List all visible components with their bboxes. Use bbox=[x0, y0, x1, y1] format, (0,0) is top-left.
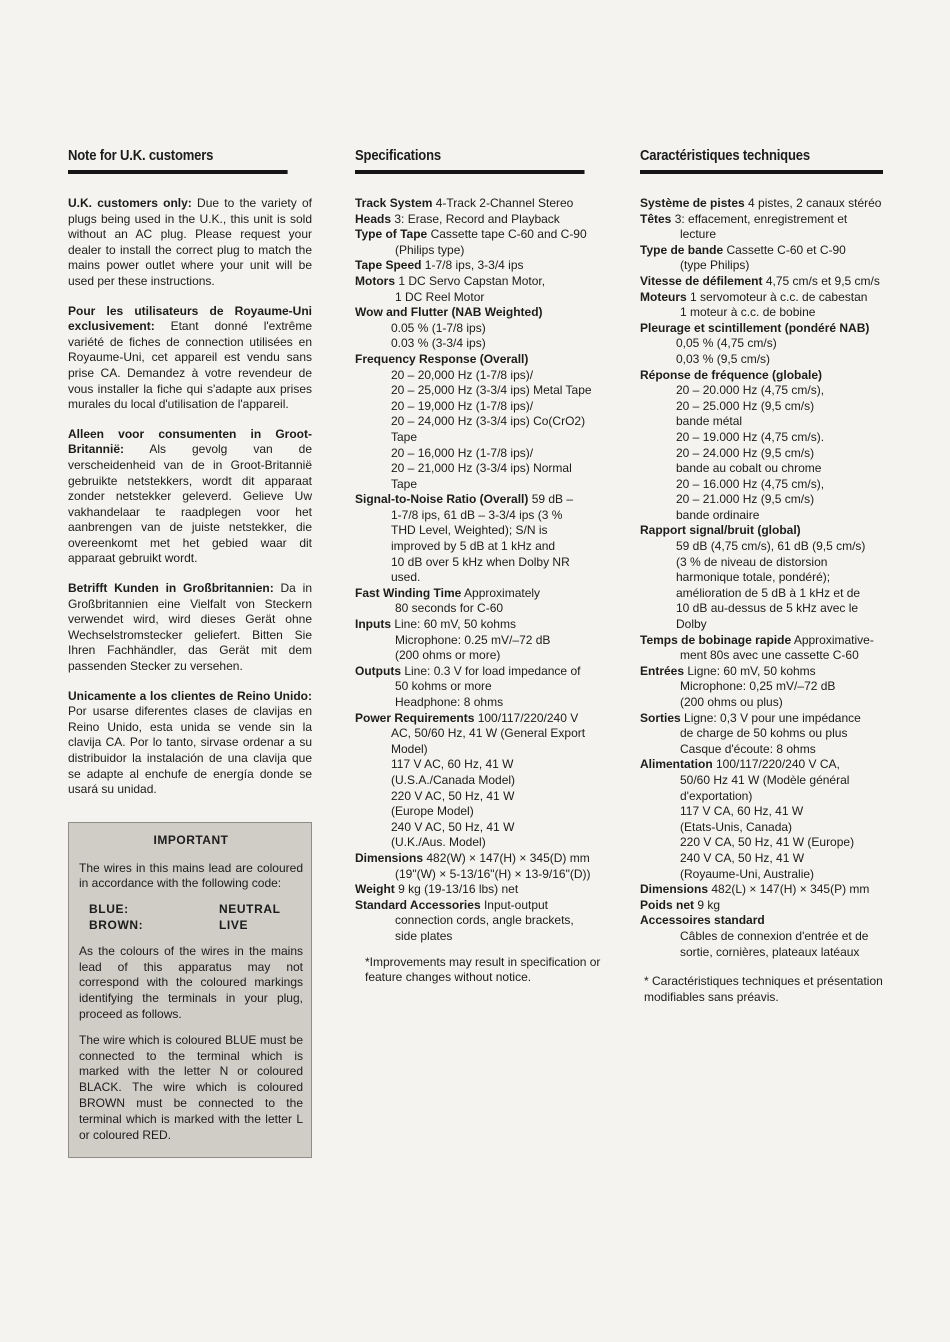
spec-value: Casque d'écoute: 8 ohms bbox=[680, 741, 816, 756]
spec-value: Approximative- bbox=[791, 632, 874, 647]
spec-row bbox=[640, 290, 910, 306]
spec-row bbox=[640, 555, 910, 571]
spec-value: 20 – 21,000 Hz (3-3/4 ips) Normal bbox=[391, 461, 572, 476]
spec-label: Motors bbox=[355, 273, 395, 288]
spec-row bbox=[355, 773, 610, 789]
spec-row bbox=[355, 742, 610, 758]
spec-value: connection cords, angle brackets, bbox=[395, 913, 574, 928]
spec-row bbox=[640, 414, 910, 430]
spec-value: sortie, cornières, plateaux latéaux bbox=[680, 944, 860, 959]
spec-label: Poids net bbox=[640, 897, 695, 912]
spec-row bbox=[355, 789, 610, 805]
note-english: U.K. customers only: Due to the variety of plugs being used in the U.K., this unit is sold without an AC plug. Please request your dealer to install the correct plug to match the mains power outlet where your unit will be used per these instructions. bbox=[68, 196, 312, 288]
spec-label: Temps de bobinage rapide bbox=[640, 632, 792, 647]
spec-row bbox=[640, 227, 910, 243]
spec-row bbox=[640, 664, 910, 680]
spec-row bbox=[355, 352, 610, 368]
spec-label: Dimensions bbox=[640, 882, 709, 897]
spec-value: improved by 5 dB at 1 kHz and bbox=[391, 539, 556, 554]
spec-row bbox=[355, 664, 610, 680]
spec-row bbox=[355, 321, 610, 337]
spec-value: 20 – 19.000 Hz (4,75 cm/s). bbox=[676, 429, 825, 444]
spec-label: Weight bbox=[355, 882, 395, 897]
wire-neutral-label: NEUTRAL bbox=[219, 902, 281, 917]
spec-row bbox=[640, 898, 910, 914]
spec-row bbox=[355, 446, 610, 462]
spec-row bbox=[355, 290, 610, 306]
spec-value: 4 pistes, 2 canaux stéréo bbox=[744, 196, 882, 210]
spec-value: 10 dB au-dessus de 5 kHz avec le bbox=[676, 601, 859, 616]
caracteristiques-list bbox=[640, 196, 910, 960]
spec-value: 20 – 25,000 Hz (3-3/4 ips) Metal Tape bbox=[391, 383, 592, 398]
spec-label: Entrées bbox=[640, 663, 685, 678]
spec-row bbox=[640, 539, 910, 555]
spec-value: 1 servomoteur à c.c. de cabestan bbox=[686, 289, 868, 304]
spec-value: 9 kg bbox=[694, 897, 721, 912]
specifications-note: *Improvements may result in specification or feature changes without notice. bbox=[365, 954, 601, 985]
spec-value: (Royaume-Uni, Australie) bbox=[680, 866, 815, 881]
spec-row bbox=[355, 695, 610, 711]
spec-label: Pleurage et scintillement (pondéré NAB) bbox=[640, 320, 870, 335]
spec-value: (type Philips) bbox=[680, 258, 750, 273]
spec-row bbox=[640, 851, 910, 867]
spec-row bbox=[355, 820, 610, 836]
note-spanish: Unicamente a los clientes de Reino Unido: Por usarse diferentes clases de clavijas en Reino Unido, esta unida se vende sin la clavija CA. Por lo tanto, sirvase ordenar a su distribuidor la instalación de una clavija que se adapte al enchufe de energía donde se usará su unidad. bbox=[68, 688, 312, 797]
spec-value: (Philips type) bbox=[395, 242, 465, 257]
spec-row bbox=[355, 586, 610, 602]
spec-value: Câbles de connexion d'entrée et de bbox=[680, 928, 869, 943]
spec-value: 9 kg (19-13/16 lbs) net bbox=[394, 882, 519, 897]
spec-value: (200 ohms or more) bbox=[395, 648, 501, 663]
spec-row bbox=[355, 477, 610, 493]
spec-value: 20 – 21.000 Hz (9,5 cm/s) bbox=[676, 492, 815, 507]
spec-value: 0.03 % (3-3/4 ips) bbox=[391, 336, 486, 351]
spec-label: Inputs bbox=[355, 617, 391, 632]
spec-value: Cassette tape C-60 and C-90 bbox=[427, 227, 587, 242]
spec-row bbox=[355, 570, 610, 586]
spec-value: Approximately bbox=[461, 585, 541, 600]
spec-value: Ligne: 60 mV, 50 kohms bbox=[684, 663, 816, 678]
caracteristiques-heading: Caractéristiques techniques bbox=[640, 148, 883, 174]
spec-row bbox=[640, 321, 910, 337]
spec-row bbox=[355, 726, 610, 742]
spec-row bbox=[640, 742, 910, 758]
wire-code-table bbox=[79, 902, 303, 934]
spec-value: bande métal bbox=[676, 414, 743, 429]
spec-label: Type of Tape bbox=[355, 227, 428, 242]
spec-value: 100/117/220/240 V CA, bbox=[712, 757, 840, 772]
spec-row bbox=[640, 274, 910, 290]
spec-row bbox=[640, 368, 910, 384]
important-box bbox=[68, 822, 312, 1159]
spec-row bbox=[355, 305, 610, 321]
spec-value: Input-output bbox=[480, 897, 549, 912]
spec-value: used. bbox=[391, 570, 421, 585]
specifications-list bbox=[355, 196, 610, 945]
spec-value: Model) bbox=[391, 741, 428, 756]
spec-value: 117 V AC, 60 Hz, 41 W bbox=[391, 757, 514, 772]
spec-value: 20 – 20.000 Hz (4,75 cm/s), bbox=[676, 383, 825, 398]
spec-label: Standard Accessories bbox=[355, 897, 481, 912]
spec-row bbox=[355, 882, 610, 898]
spec-row bbox=[355, 648, 610, 664]
spec-row bbox=[640, 196, 910, 212]
spec-value: 1-7/8 ips, 3-3/4 ips bbox=[421, 258, 524, 273]
spec-row bbox=[355, 274, 610, 290]
spec-row bbox=[355, 212, 610, 228]
spec-row bbox=[640, 383, 910, 399]
spec-value: (Etats-Unis, Canada) bbox=[680, 819, 793, 834]
spec-value: 10 dB over 5 kHz when Dolby NR bbox=[391, 554, 570, 569]
spec-row bbox=[640, 336, 910, 352]
spec-value: side plates bbox=[395, 928, 453, 943]
spec-row bbox=[640, 695, 910, 711]
spec-row bbox=[355, 399, 610, 415]
spec-value: THD Level, Weighted); S/N is bbox=[391, 523, 548, 538]
spec-row bbox=[640, 601, 910, 617]
spec-row bbox=[640, 399, 910, 415]
spec-row bbox=[640, 477, 910, 493]
spec-value: 1-7/8 ips, 61 dB – 3-3/4 ips (3 % bbox=[391, 507, 563, 522]
spec-row bbox=[640, 461, 910, 477]
spec-value: 4,75 cm/s et 9,5 cm/s bbox=[762, 273, 880, 288]
spec-row bbox=[640, 633, 910, 649]
spec-value: Tape bbox=[391, 476, 418, 491]
spec-label: Système de pistes bbox=[640, 196, 745, 210]
wire-blue-label: BLUE: bbox=[89, 902, 129, 917]
spec-value: Ligne: 0,3 V pour une impédance bbox=[680, 710, 861, 725]
spec-value: 240 V CA, 50 Hz, 41 W bbox=[680, 850, 805, 865]
important-paragraph-3: The wire which is coloured BLUE must be connected to the terminal which is marked with the letter N or coloured BLACK. The wire which is coloured BROWN must be connected to the terminal which is marked with the letter L or coloured RED. bbox=[79, 1032, 303, 1142]
spec-label: Sorties bbox=[640, 710, 681, 725]
spec-label: Accessoires standard bbox=[640, 913, 765, 928]
spec-row bbox=[640, 789, 910, 805]
spec-label: Moteurs bbox=[640, 289, 687, 304]
wire-brown-label: BROWN: bbox=[89, 917, 144, 932]
spec-row bbox=[640, 882, 910, 898]
spec-label: Alimentation bbox=[640, 757, 713, 772]
spec-value: 50/60 Hz 41 W (Modèle général bbox=[680, 772, 850, 787]
spec-row bbox=[355, 929, 610, 945]
spec-row bbox=[640, 835, 910, 851]
spec-value: Microphone: 0.25 mV/–72 dB bbox=[395, 632, 551, 647]
spec-value: 1 DC Reel Motor bbox=[395, 289, 485, 304]
spec-value: 20 – 16,000 Hz (1-7/8 ips)/ bbox=[391, 445, 534, 460]
spec-label: Vitesse de défilement bbox=[640, 273, 763, 288]
spec-row bbox=[640, 243, 910, 259]
spec-row bbox=[640, 258, 910, 274]
spec-row bbox=[640, 804, 910, 820]
spec-value: 50 kohms or more bbox=[395, 679, 492, 694]
spec-value: d'exportation) bbox=[680, 788, 753, 803]
spec-value: Line: 0.3 V for load impedance of bbox=[401, 663, 581, 678]
spec-row bbox=[640, 679, 910, 695]
spec-value: 0.05 % (1-7/8 ips) bbox=[391, 320, 486, 335]
important-intro: The wires in this mains lead are coloured in accordance with the following code: bbox=[79, 860, 303, 891]
spec-row bbox=[640, 570, 910, 586]
spec-value: 20 – 24.000 Hz (9,5 cm/s) bbox=[676, 445, 815, 460]
spec-row bbox=[355, 679, 610, 695]
spec-row bbox=[355, 492, 610, 508]
spec-row bbox=[355, 523, 610, 539]
spec-value: 20 – 24,000 Hz (3-3/4 ips) Co(CrO2) bbox=[391, 414, 586, 429]
spec-row bbox=[640, 867, 910, 883]
wire-live-label: LIVE bbox=[219, 917, 249, 932]
spec-row bbox=[640, 305, 910, 321]
spec-row bbox=[640, 929, 910, 945]
spec-row bbox=[640, 508, 910, 524]
spec-row bbox=[640, 648, 910, 664]
spec-value: Line: 60 mV, 50 kohms bbox=[391, 617, 516, 632]
spec-value: 4-Track 2-Channel Stereo bbox=[432, 196, 574, 210]
spec-value: 482(L) × 147(H) × 345(P) mm bbox=[708, 882, 870, 897]
spec-value: Dolby bbox=[676, 617, 707, 632]
spec-row bbox=[355, 757, 610, 773]
spec-value: (U.S.A./Canada Model) bbox=[391, 772, 516, 787]
spec-row bbox=[355, 196, 610, 212]
spec-row bbox=[355, 243, 610, 259]
note-german: Betrifft Kunden in Großbritannien: Da in Großbritannien eine Vielfalt von Steckern verwendet wird, wird dieses Gerät ohne Wechselstromstecker geliefert. Bitten Sie Ihren Fachhändler, das Gerät mit dem passenden Stecker zu versehen. bbox=[68, 581, 312, 674]
spec-row bbox=[640, 430, 910, 446]
spec-value: AC, 50/60 Hz, 41 W (General Export bbox=[391, 726, 586, 741]
uk-customers-column bbox=[68, 148, 312, 1158]
spec-row bbox=[640, 492, 910, 508]
spec-label: Fast Winding Time bbox=[355, 585, 462, 600]
spec-value: Tape bbox=[391, 429, 418, 444]
specifications-column bbox=[355, 148, 610, 986]
spec-value: ment 80s avec une cassette C-60 bbox=[680, 648, 859, 663]
spec-value: 100/117/220/240 V bbox=[474, 710, 579, 725]
spec-row bbox=[640, 726, 910, 742]
spec-row bbox=[355, 414, 610, 430]
spec-row bbox=[640, 212, 910, 228]
spec-value: 20 – 19,000 Hz (1-7/8 ips)/ bbox=[391, 398, 534, 413]
spec-value: 59 dB (4,75 cm/s), 61 dB (9,5 cm/s) bbox=[676, 539, 866, 554]
spec-row bbox=[640, 757, 910, 773]
spec-row bbox=[355, 383, 610, 399]
spec-label: Heads bbox=[355, 211, 392, 226]
spec-row bbox=[355, 336, 610, 352]
spec-label: Power Requirements bbox=[355, 710, 475, 725]
spec-label: Outputs bbox=[355, 663, 401, 678]
spec-value: 20 – 16.000 Hz (4,75 cm/s), bbox=[676, 476, 825, 491]
spec-value: 220 V CA, 50 Hz, 41 W (Europe) bbox=[680, 835, 855, 850]
spec-row bbox=[355, 555, 610, 571]
spec-label: Têtes bbox=[640, 211, 672, 226]
spec-row bbox=[640, 586, 910, 602]
spec-row bbox=[355, 851, 610, 867]
spec-label: Frequency Response (Overall) bbox=[355, 351, 529, 366]
uk-customers-heading: Note for U.K. customers bbox=[68, 148, 288, 174]
spec-value: 59 dB – bbox=[528, 492, 574, 507]
spec-row bbox=[640, 617, 910, 633]
spec-value: bande au cobalt ou chrome bbox=[676, 461, 822, 476]
specifications-heading: Specifications bbox=[355, 148, 585, 174]
spec-value: 80 seconds for C-60 bbox=[395, 601, 504, 616]
spec-row bbox=[355, 633, 610, 649]
caracteristiques-column bbox=[640, 148, 910, 1005]
spec-value: 240 V AC, 50 Hz, 41 W bbox=[391, 819, 515, 834]
spec-row bbox=[640, 711, 910, 727]
spec-value: Cassette C-60 et C-90 bbox=[723, 242, 846, 257]
spec-value: 1 moteur à c.c. de bobine bbox=[680, 305, 816, 320]
spec-label: Dimensions bbox=[355, 850, 424, 865]
spec-label: Track System bbox=[355, 196, 433, 210]
spec-label: Signal-to-Noise Ratio (Overall) bbox=[355, 492, 529, 507]
spec-row bbox=[355, 804, 610, 820]
spec-value: (3 % de niveau de distorsion bbox=[676, 554, 828, 569]
spec-value: 1 DC Servo Capstan Motor, bbox=[395, 273, 546, 288]
spec-row bbox=[640, 913, 910, 929]
spec-row bbox=[355, 430, 610, 446]
spec-value: de charge de 50 kohms ou plus bbox=[680, 726, 848, 741]
spec-value: amélioration de 5 dB à 1 kHz et de bbox=[676, 585, 861, 600]
spec-label: Réponse de fréquence (globale) bbox=[640, 367, 823, 382]
spec-value: (19"(W) × 5-13/16"(H) × 13-9/16"(D)) bbox=[395, 866, 591, 881]
spec-value: Microphone: 0,25 mV/–72 dB bbox=[680, 679, 836, 694]
spec-row bbox=[355, 539, 610, 555]
spec-row bbox=[355, 617, 610, 633]
spec-label: Wow and Flutter (NAB Weighted) bbox=[355, 305, 543, 320]
spec-value: 220 V AC, 50 Hz, 41 W bbox=[391, 788, 515, 803]
spec-row bbox=[355, 913, 610, 929]
spec-row bbox=[355, 368, 610, 384]
spec-row bbox=[355, 835, 610, 851]
spec-row bbox=[355, 711, 610, 727]
spec-value: Headphone: 8 ohms bbox=[395, 695, 504, 709]
note-dutch: Alleen voor consumenten in Groot-Britannië: Als gevolg van de verscheidenheid van de in Groot-Britannië gebruikte netstekkers, wordt dit apparaat zonder netstekker geleverd. Gelieve Uw vakhandelaar te raadplegen voor het aanbrengen van de juiste netstekker, die overeenkomt met het gebied waar dit apparaat gebruikt wordt. bbox=[68, 426, 312, 566]
spec-row bbox=[640, 820, 910, 836]
spec-row bbox=[355, 508, 610, 524]
spec-row bbox=[640, 446, 910, 462]
spec-label: Rapport signal/bruit (global) bbox=[640, 523, 801, 538]
spec-row bbox=[355, 461, 610, 477]
spec-value: 0,05 % (4,75 cm/s) bbox=[676, 336, 777, 351]
spec-label: Tape Speed bbox=[355, 258, 422, 273]
spec-row bbox=[640, 352, 910, 368]
spec-value: 20 – 25.000 Hz (9,5 cm/s) bbox=[676, 398, 815, 413]
spec-value: (U.K./Aus. Model) bbox=[391, 835, 486, 850]
note-french: Pour les utilisateurs de Royaume-Uni exclusivement: Etant donné l'extrême variété de fiches de connection utilisées en Royaume-Uni, cet appareil est vendu sans prise CA. Demandez à votre revendeur de vous installer la fiche qui s'adapte aux prises murales du local d'utilisation de l'appareil. bbox=[68, 303, 312, 412]
spec-value: 482(W) × 147(H) × 345(D) mm bbox=[423, 850, 590, 865]
spec-label: Type de bande bbox=[640, 242, 724, 257]
important-title: IMPORTANT bbox=[153, 832, 229, 847]
spec-row bbox=[355, 898, 610, 914]
spec-row bbox=[355, 867, 610, 883]
spec-row bbox=[355, 258, 610, 274]
spec-row bbox=[355, 601, 610, 617]
important-paragraph-2: As the colours of the wires in the mains lead of this apparatus may not correspond with the coloured markings identifying the terminals in your plug, proceed as follows. bbox=[79, 943, 303, 1021]
spec-row bbox=[640, 773, 910, 789]
spec-value: (Europe Model) bbox=[391, 804, 474, 819]
spec-value: 3: effacement, enregistrement et bbox=[671, 211, 848, 226]
caracteristiques-note: * Caractéristiques techniques et présentation modifiables sans préavis. bbox=[644, 974, 883, 1004]
spec-value: 3: Erase, Record and Playback bbox=[391, 211, 560, 226]
spec-value: 20 – 20,000 Hz (1-7/8 ips)/ bbox=[391, 367, 534, 382]
spec-row bbox=[640, 945, 910, 961]
spec-value: bande ordinaire bbox=[676, 507, 760, 522]
spec-value: 117 V CA, 60 Hz, 41 W bbox=[680, 804, 804, 819]
spec-row bbox=[640, 523, 910, 539]
spec-value: lecture bbox=[680, 227, 717, 242]
spec-value: 0,03 % (9,5 cm/s) bbox=[676, 351, 771, 366]
spec-row bbox=[355, 227, 610, 243]
spec-value: harmonique totale, pondéré); bbox=[676, 570, 831, 585]
spec-value: (200 ohms ou plus) bbox=[680, 695, 783, 709]
